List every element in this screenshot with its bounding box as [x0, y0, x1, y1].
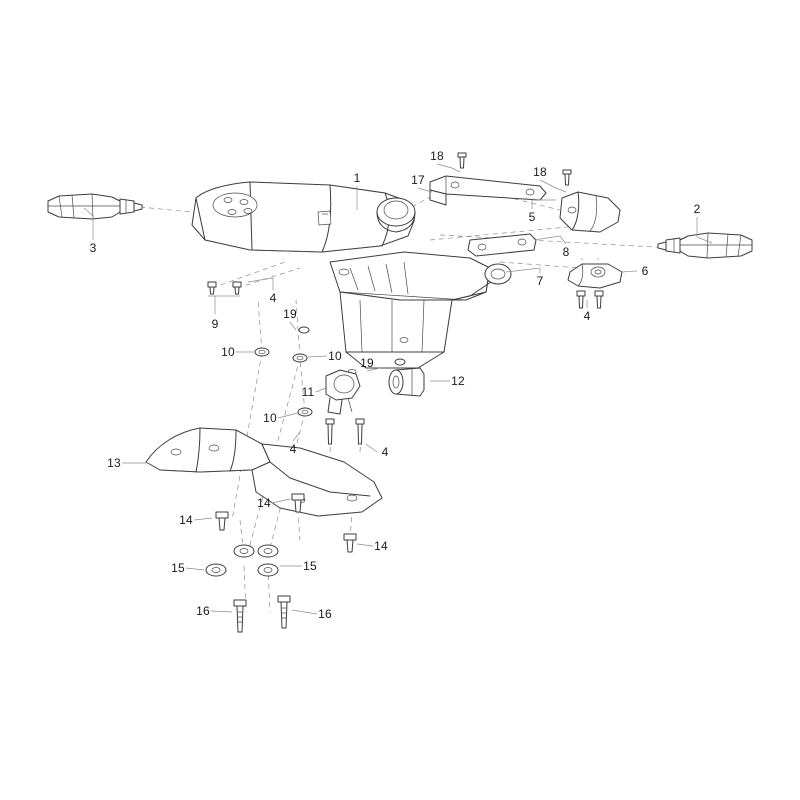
callout-7: 7 — [536, 274, 544, 288]
callout-3: 3 — [89, 241, 97, 255]
callout-5: 5 — [528, 210, 536, 224]
callout-15-a: 15 — [171, 561, 185, 575]
callout-10-b: 10 — [328, 349, 342, 363]
callout-19-b: 19 — [360, 356, 374, 370]
callout-15-b: 15 — [303, 559, 317, 573]
part-11-lamp-bracket — [326, 370, 360, 414]
callout-10-c: 10 — [263, 411, 277, 425]
callout-14-c: 14 — [374, 539, 388, 553]
callout-4-a: 4 — [269, 291, 277, 305]
callout-9: 9 — [211, 317, 219, 331]
part-9-bracket — [208, 296, 240, 314]
part-18-screw-right — [563, 170, 571, 185]
callout-4-c: 4 — [289, 442, 297, 456]
assembly-axis-lines — [140, 188, 672, 612]
callout-14-b: 14 — [257, 496, 271, 510]
callout-19-a: 19 — [283, 307, 297, 321]
callout-4-d: 4 — [381, 445, 389, 459]
callout-10-a: 10 — [221, 345, 235, 359]
callout-17: 17 — [411, 173, 425, 187]
part-12-socket — [389, 368, 424, 396]
callout-1: 1 — [353, 171, 361, 185]
callout-12: 12 — [451, 374, 465, 388]
callout-11: 11 — [301, 385, 315, 399]
part-17-bracket — [430, 176, 546, 205]
part-18-screw-left — [458, 153, 466, 168]
part-6-lower-right-cover — [568, 264, 622, 288]
part-10-washers — [255, 348, 312, 416]
part-5-right-side-cover — [560, 192, 620, 232]
callout-16-a: 16 — [196, 604, 210, 618]
callout-14-a: 14 — [179, 513, 193, 527]
part-2-right-bar-end — [658, 233, 752, 258]
part-3-left-bar-end — [48, 194, 142, 219]
callout-18-b: 18 — [533, 165, 547, 179]
callout-8: 8 — [562, 245, 570, 259]
callout-13: 13 — [107, 456, 121, 470]
callout-18-a: 18 — [430, 149, 444, 163]
callout-4-b: 4 — [583, 309, 591, 323]
part-15-grommets — [206, 545, 278, 576]
callout-6: 6 — [641, 264, 649, 278]
callout-16-b: 16 — [318, 607, 332, 621]
callout-2: 2 — [693, 202, 701, 216]
part-16-long-screws — [234, 596, 290, 632]
